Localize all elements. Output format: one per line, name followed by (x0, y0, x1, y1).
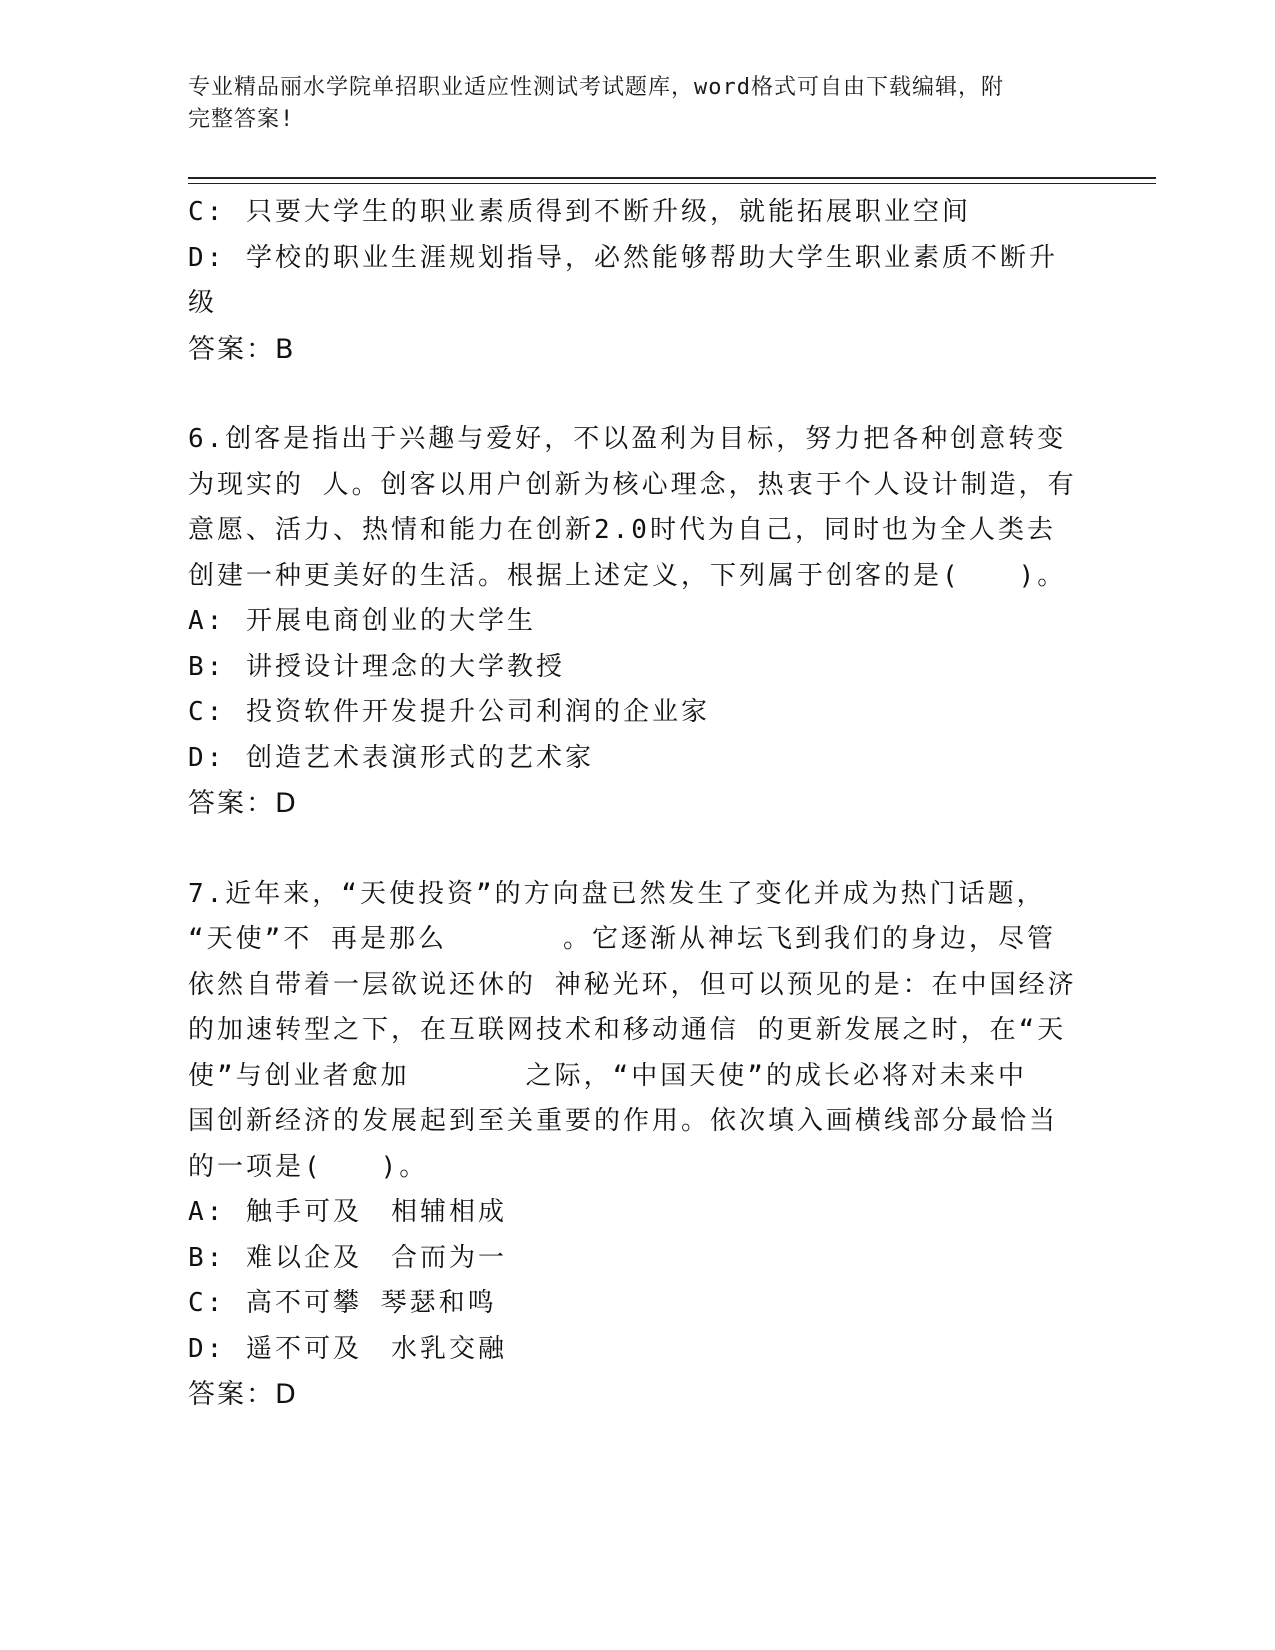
document-header (188, 72, 1068, 136)
question-text-line: 国创新经济的发展起到至关重要的作用。依次填入画横线部分最恰当 (188, 1106, 1059, 1136)
option-key: B: (188, 651, 226, 682)
option-a (188, 1190, 1088, 1236)
question-text-line: 依然自带着一层欲说还休的 神秘光环，但可以预见的是：在中国经济 (188, 969, 1077, 1000)
option-a (188, 599, 1088, 645)
document-body (188, 190, 1088, 1418)
question-text-line: 为现实的 人。创客以用户创新为核心理念，热衷于个人设计制造，有 (188, 469, 1077, 500)
option-key: A: (188, 606, 226, 636)
question-text-line: 6.创客是指出于兴趣与爱好，不以盈利为目标，努力把各种创意转变 (188, 424, 1067, 454)
option-b (188, 1236, 1088, 1282)
option-d (188, 736, 1088, 782)
option-text: 讲授设计理念的大学教授 (246, 651, 566, 682)
question-text-line: 7.近年来，“天使投资”的方向盘已然发生了变化并成为热门话题， (188, 878, 1046, 909)
header-line-1: 专业精品丽水学院单招职业适应性测试考试题库，word格式可自由下载编辑，附 (188, 75, 1004, 100)
question-text-line: 使”与创业者愈加 之际，“中国天使”的成长必将对未来中 (188, 1060, 1027, 1091)
option-text: 难以企及 合而为一 (246, 1242, 508, 1273)
option-key: C: (188, 1288, 226, 1318)
option-key: D: (188, 1333, 226, 1364)
option-b (188, 645, 1088, 691)
answer: 答案：D (188, 788, 298, 819)
question-text-line: “天使”不 再是那么 。它逐渐从神坛飞到我们的身边，尽管 (188, 924, 1056, 954)
option-key: C: (188, 197, 226, 227)
option-c (188, 190, 1088, 236)
option-key: D: (188, 742, 226, 773)
question-5-tail (188, 190, 1088, 372)
option-key: B: (188, 1242, 226, 1273)
option-text: 投资软件开发提升公司利润的企业家 (246, 697, 711, 727)
option-c (188, 1281, 1088, 1327)
answer: 答案：D (188, 1379, 298, 1410)
spacer (188, 827, 1088, 872)
question-text-line: 的加速转型之下，在互联网技术和移动通信 的更新发展之时，在“天 (188, 1015, 1067, 1045)
option-key: D: (188, 242, 226, 273)
option-text: 学校的职业生涯规划指导，必然能够帮助大学生职业素质不断升 (246, 242, 1059, 273)
question-6 (188, 417, 1088, 827)
option-text: 触手可及 相辅相成 (246, 1197, 508, 1227)
option-key: A: (188, 1197, 226, 1227)
question-7 (188, 872, 1088, 1418)
spacer (188, 372, 1088, 417)
option-text: 遥不可及 水乳交融 (246, 1333, 508, 1364)
option-text: 只要大学生的职业素质得到不断升级，就能拓展职业空间 (246, 197, 972, 227)
option-text: 创造艺术表演形式的艺术家 (246, 742, 595, 773)
answer: 答案：B (188, 333, 296, 365)
option-d-continuation: 级 (188, 288, 218, 318)
option-c (188, 690, 1088, 736)
option-text: 高不可攀 琴瑟和鸣 (246, 1288, 497, 1318)
question-text-line: 意愿、活力、热情和能力在创新2.0时代为自己，同时也为全人类去 (188, 515, 1056, 545)
question-text-line: 的一项是( )。 (188, 1151, 429, 1182)
option-d (188, 236, 1088, 282)
option-key: C: (188, 697, 226, 727)
header-divider-thin (188, 183, 1156, 184)
option-d (188, 1327, 1088, 1373)
option-text: 开展电商创业的大学生 (246, 606, 537, 636)
header-line-2: 完整答案! (188, 107, 295, 132)
question-text-line: 创建一种更美好的生活。根据上述定义，下列属于创客的是( )。 (188, 560, 1067, 591)
header-divider-thick (188, 177, 1156, 179)
